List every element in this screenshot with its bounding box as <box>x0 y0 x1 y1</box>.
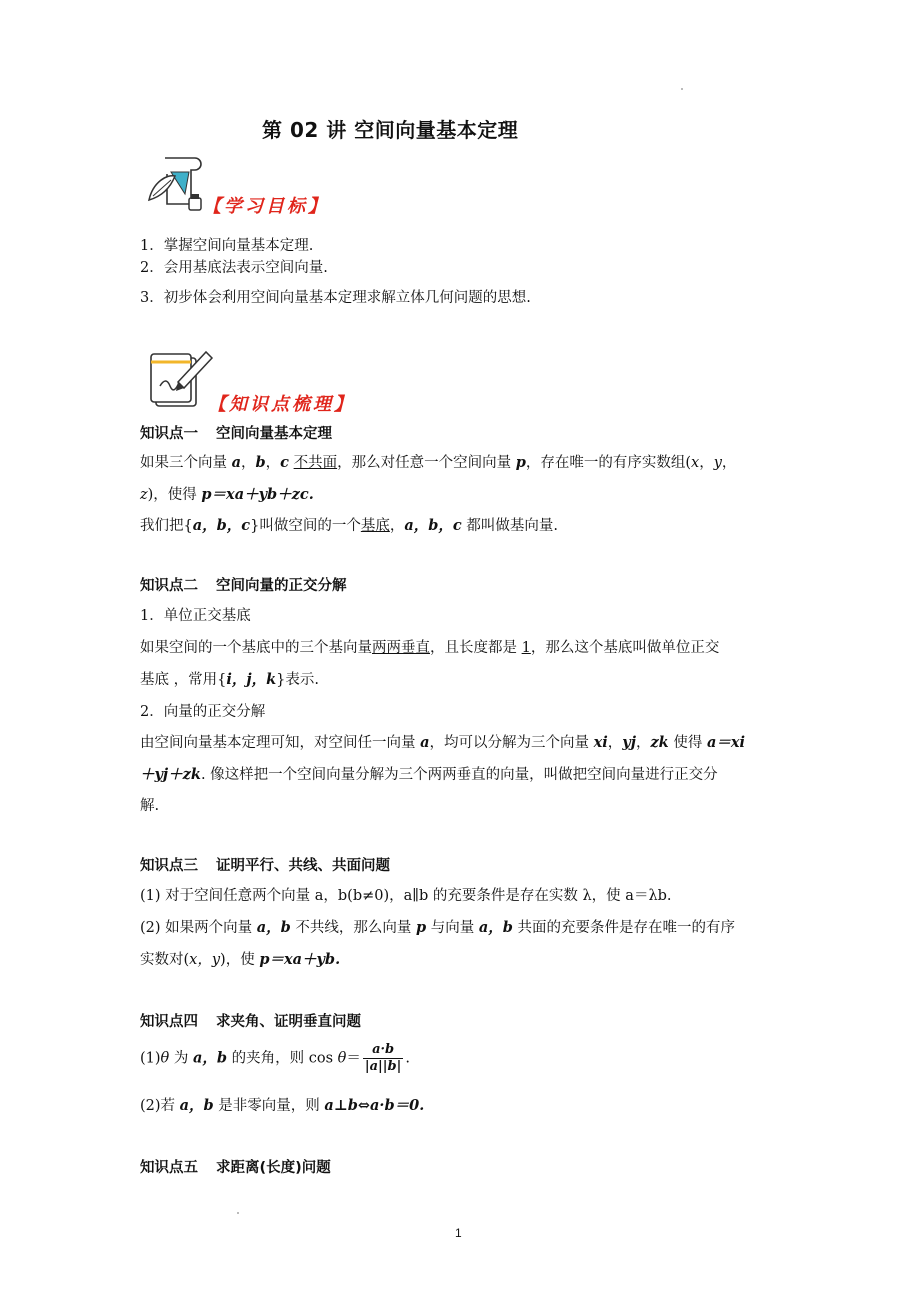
knowledge-banner: 【知识点梳理】 <box>208 394 355 415</box>
goals-banner: 【学习目标】 <box>203 196 329 217</box>
section-title: 求夹角、证明垂直问题 <box>216 1014 361 1030</box>
section-heading-5 <box>140 1156 331 1177</box>
paragraph-line: (2) 如果两个向量 a，b 不共线，那么向量 p 与向量 a，b 共面的充要条件是存在唯一的有序 <box>140 919 736 936</box>
section-label: 知识点三 <box>140 858 198 874</box>
section-heading-1 <box>140 422 332 443</box>
section-heading-3 <box>140 854 390 875</box>
page-title: 第 02 讲 空间向量基本定理 <box>262 118 519 142</box>
subheading: 2．向量的正交分解 <box>140 704 266 720</box>
section-heading-2 <box>140 574 347 595</box>
notepad-pen-icon <box>148 346 216 412</box>
paragraph-line: 我们把{a，b，c}叫做空间的一个基底，a，b，c 都叫做基向量. <box>140 517 558 534</box>
goal-item: 2．会用基底法表示空间向量. <box>140 260 328 276</box>
paragraph-line: 实数对(x，y)，使 p＝xa＋yb. <box>140 951 341 968</box>
paragraph-line: 如果三个向量 a，b，c 不共面，那么对任意一个空间向量 p，存在唯一的有序实数组(x，y， <box>140 454 737 471</box>
section-title: 空间向量的正交分解 <box>216 578 347 594</box>
section-title: 空间向量基本定理 <box>216 426 332 442</box>
paragraph-line: 由空间向量基本定理可知，对空间任一向量 a，均可以分解为三个向量 xi，yj，zk 使得 a＝xi <box>140 734 746 751</box>
subheading: 1．单位正交基底 <box>140 608 251 624</box>
paragraph-line: (1) 对于空间任意两个向量 a，b(b≠0)，a∥b 的充要条件是存在实数 λ，使 a＝λb. <box>140 888 672 904</box>
speck <box>681 88 683 90</box>
section-title: 证明平行、共线、共面问题 <box>216 858 390 874</box>
section-heading-4 <box>140 1010 361 1031</box>
paragraph-line: 如果空间的一个基底中的三个基向量两两垂直，且长度都是 1，那么这个基底叫做单位正交 <box>140 640 720 656</box>
goal-item: 1．掌握空间向量基本定理. <box>140 238 314 254</box>
section-title: 求距离(长度)问题 <box>216 1160 331 1176</box>
section-label: 知识点四 <box>140 1014 198 1030</box>
goal-item: 3．初步体会利用空间向量基本定理求解立体几何问题的思想. <box>140 290 531 306</box>
fraction: $\frac{a\cdot b}{|a||b|}$ <box>364 1042 402 1074</box>
paragraph-line: (1)θ 为 a，b 的夹角，则 cos θ＝ $\frac{a\cdot b}{|a||b|}$ . <box>140 1042 410 1074</box>
section-label: 知识点二 <box>140 578 198 594</box>
paragraph-line: z)，使得 p＝xa＋yb＋zc. <box>140 486 314 503</box>
scroll-quill-icon <box>145 152 207 216</box>
speck <box>237 1212 239 1214</box>
section-label: 知识点五 <box>140 1160 198 1176</box>
paragraph-line: 解. <box>140 798 160 814</box>
paragraph-line: (2)若 a，b 是非零向量，则 a⊥b⇔a·b＝0. <box>140 1097 425 1114</box>
paragraph-line: ＋yj＋zk. 像这样把一个空间向量分解为三个两两垂直的向量，叫做把空间向量进行正交分 <box>140 766 718 783</box>
paragraph-line: 基底 ，常用{i，j，k}表示. <box>140 671 319 688</box>
page-number: 1 <box>455 1226 462 1240</box>
section-label: 知识点一 <box>140 426 198 442</box>
